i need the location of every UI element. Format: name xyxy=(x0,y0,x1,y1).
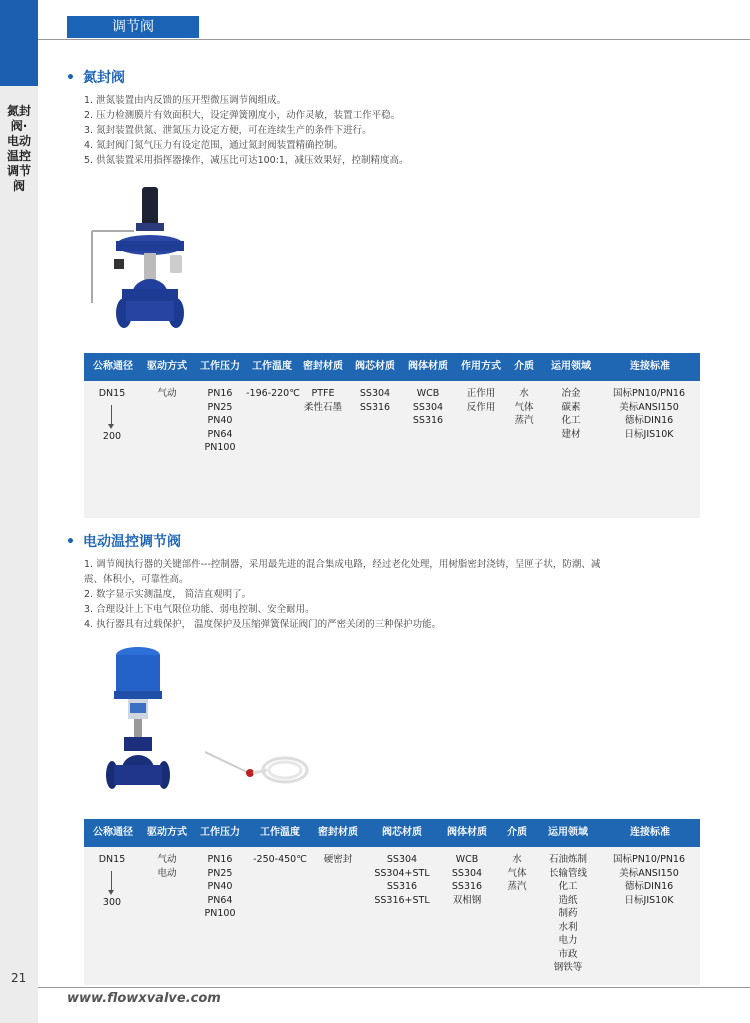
header-rule xyxy=(38,39,750,40)
range-arrow-icon xyxy=(111,871,112,891)
section-title-electric xyxy=(66,531,181,551)
header-cell: 公称通径 xyxy=(93,827,133,838)
header-cell: 阀体材质 xyxy=(447,827,487,838)
cell-body: WCB SS304 SS316 xyxy=(412,388,444,426)
header-cell: 工作温度 xyxy=(252,361,292,372)
sidebar-title: 氮封阀·电动温控调节阀 xyxy=(6,104,31,193)
header-tab: 调节阀 xyxy=(67,16,199,38)
header-cell: 工作温度 xyxy=(260,827,300,838)
header-cell: 密封材质 xyxy=(318,827,358,838)
cell-field: 冶金 碳素 化工 建材 xyxy=(561,388,581,440)
range-arrow-icon xyxy=(111,405,112,425)
header-cell: 驱动方式 xyxy=(147,827,187,838)
cell-dn-min: DN15 xyxy=(98,388,126,399)
temperature-sensor-cable-photo xyxy=(205,748,310,788)
cell-seal: PTFE 柔性石墨 xyxy=(303,388,342,413)
cell-action: 正作用 反作用 xyxy=(466,388,496,413)
feature-item: 3. 氮封装置供氮、泄氮压力设定方便，可在连续生产的条件下进行。 xyxy=(84,125,372,136)
feature-item: 4. 执行器具有过载保护， 温度保护及压缩弹簧保证阀门的严密关闭的三种保护功能。 xyxy=(84,619,442,630)
section-title-nitrogen xyxy=(66,67,125,87)
feature-list-electric xyxy=(84,557,600,632)
header-cell: 介质 xyxy=(514,361,534,372)
feature-item: 2. 数字显示实测温度， 简洁直观明了。 xyxy=(84,589,252,600)
feature-item: 1. 泄氮装置由内反馈的压开型微压调节阀组成。 xyxy=(84,95,287,106)
cell-temperature: -250-450℃ xyxy=(253,854,307,865)
feature-item: 2. 压力检测膜片有效面积大，设定弹簧刚度小，动作灵敏，装置工作平稳。 xyxy=(84,110,401,121)
header-cell: 公称通径 xyxy=(93,361,133,372)
spec-table-nitrogen xyxy=(84,353,700,518)
header-cell: 连接标准 xyxy=(630,361,670,372)
cell-seal: 硬密封 xyxy=(323,854,353,865)
header-cell: 作用方式 xyxy=(461,361,501,372)
cell-field: 石油炼制 长输管线 化工 造纸 制药 水利 电力 市政 钢铁等 xyxy=(548,854,587,973)
feature-item: 4. 氮封阀门氮气压力有设定范围，通过氮封阀装置精确控制。 xyxy=(84,140,344,151)
sidebar-accent xyxy=(0,0,38,86)
header-cell: 运用领域 xyxy=(551,361,591,372)
cell-medium: 水 气体 蒸汽 xyxy=(514,388,534,426)
header-cell: 阀体材质 xyxy=(408,361,448,372)
cell-dn-max: 300 xyxy=(102,897,122,908)
electric-temperature-control-valve-photo xyxy=(104,643,172,803)
cell-drive: 气动 电动 xyxy=(157,854,177,879)
feature-item: 5. 供氮装置采用指挥器操作，减压比可达100:1，减压效果好，控制精度高。 xyxy=(84,155,409,166)
bullet-icon: • xyxy=(66,534,75,550)
feature-list-nitrogen xyxy=(84,93,408,168)
feature-item: 3. 合理设计上下电气限位功能、弱电控制、安全耐用。 xyxy=(84,604,315,615)
header-cell: 阀芯材质 xyxy=(355,361,395,372)
table-header xyxy=(84,819,700,847)
header-cell: 连接标准 xyxy=(630,827,670,838)
bullet-icon: • xyxy=(66,70,75,86)
page-number: 21 xyxy=(11,971,27,985)
cell-core: SS304 SS316 xyxy=(359,388,391,413)
cell-drive: 气动 xyxy=(157,388,177,399)
header-cell: 密封材质 xyxy=(303,361,343,372)
cell-medium: 水 气体 蒸汽 xyxy=(507,854,527,892)
header-cell: 阀芯材质 xyxy=(382,827,422,838)
website-link[interactable]: www.flowxvalve.com xyxy=(67,991,221,1006)
header-cell: 运用领域 xyxy=(548,827,588,838)
cell-core: SS304 SS304+STL SS316 SS316+STL xyxy=(374,854,430,906)
cell-dn-min: DN15 xyxy=(98,854,126,865)
nitrogen-seal-valve-photo xyxy=(84,183,194,338)
cell-dn-max: 200 xyxy=(102,431,122,442)
header-cell: 介质 xyxy=(507,827,527,838)
cell-pressure: PN16 PN25 PN40 PN64 PN100 xyxy=(204,854,236,919)
header-cell: 驱动方式 xyxy=(147,361,187,372)
header-cell: 工作压力 xyxy=(200,827,240,838)
footer-rule xyxy=(38,987,750,988)
section-title-text: 氮封阀 xyxy=(82,70,125,86)
cell-body: WCB SS304 SS316 双相钢 xyxy=(451,854,483,906)
section-title-text: 电动温控调节阀 xyxy=(82,534,181,550)
cell-temperature: -196-220℃ xyxy=(246,388,300,399)
table-header xyxy=(84,353,700,381)
cell-standard: 国标PN10/PN16 美标ANSI150 德标DIN16 日标JIS10K xyxy=(612,388,686,440)
feature-item: 1. 调节阀执行器的关键部件---控制器，采用最先进的混合集成电路，经过老化处理，用树脂密封浇铸，呈匣子状，防潮、减 xyxy=(84,559,601,570)
cell-pressure: PN16 PN25 PN40 PN64 PN100 xyxy=(204,388,236,453)
cell-standard: 国标PN10/PN16 美标ANSI150 德标DIN16 日标JIS10K xyxy=(612,854,686,906)
header-cell: 工作压力 xyxy=(200,361,240,372)
feature-item: 震、体积小，可靠性高。 xyxy=(84,574,189,585)
spec-table-electric xyxy=(84,819,700,985)
